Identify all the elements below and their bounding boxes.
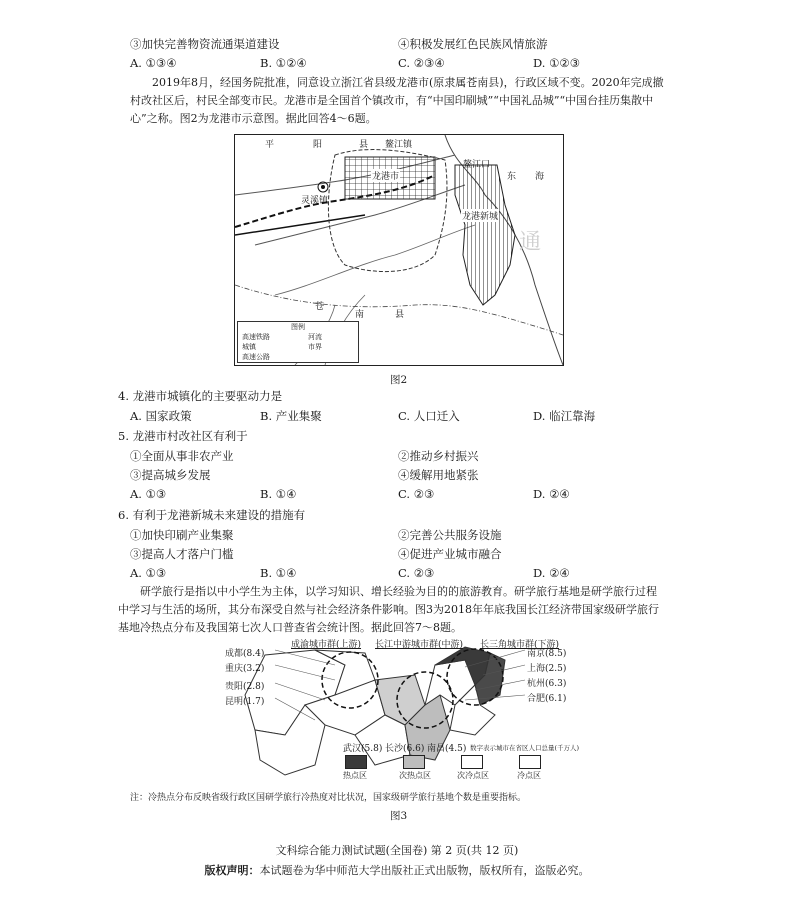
q6-item-2: ②完善公共服务设施 bbox=[398, 528, 502, 542]
q4-option-a: A. 国家政策 bbox=[130, 409, 192, 423]
copyright-label: 版权声明： bbox=[204, 864, 260, 877]
map-label-longgang-city: 龙港市 bbox=[371, 169, 400, 182]
q5-item-1: ①全面从事非农产业 bbox=[130, 449, 234, 463]
q5-stem: 5. 龙港市村改社区有利于 bbox=[118, 429, 248, 443]
answer-b: B. ①②④ bbox=[260, 56, 307, 70]
legend-item-highway: 高速公路 bbox=[242, 353, 270, 361]
q6-option-a: A. ①③ bbox=[130, 566, 167, 580]
legend-swatch-hot bbox=[345, 755, 367, 769]
page-footer: 文科综合能力测试试题(全国卷) 第 2 页(共 12 页) bbox=[275, 844, 519, 857]
q6-item-4: ④促进产业城市融合 bbox=[398, 547, 502, 561]
q5-item-3: ③提高城乡发展 bbox=[130, 468, 211, 482]
map-label-xian1: 县 bbox=[359, 140, 369, 150]
map-label-lingxi: 灵溪镇 bbox=[301, 196, 329, 206]
map-label-aojiang-town: 鳌江镇 bbox=[385, 140, 413, 150]
legend-item-town: 城镇 bbox=[242, 343, 256, 351]
q5-option-c: C. ②③ bbox=[398, 487, 435, 501]
fig3-note: 注：冷热点分布反映省级行政区国研学旅行冷热度对比状况，国家级研学旅行基地个数是重要指标。 bbox=[130, 793, 527, 803]
map-label-yang: 阳 bbox=[313, 140, 323, 150]
q5-item-4: ④缓解用地紧张 bbox=[398, 468, 479, 482]
city-shanghai: 上海(2.5) bbox=[527, 664, 567, 674]
legend-label-subcold: 次冷点区 bbox=[457, 771, 489, 780]
copyright-line bbox=[0, 862, 794, 878]
legend-label-cold: 冷点区 bbox=[517, 771, 541, 780]
city-wuhan: 武汉(5.8) bbox=[343, 744, 383, 754]
legend-item-rail: 高速铁路 bbox=[242, 333, 270, 341]
answer-a: A. ①③④ bbox=[130, 56, 177, 70]
city-nanjing: 南京(8.5) bbox=[527, 649, 567, 659]
region-label-middle: 长江中游城市群(中游) bbox=[375, 640, 464, 650]
map-label-nan: 南 bbox=[355, 310, 365, 320]
figure-2-caption: 图2 bbox=[390, 374, 408, 386]
legend-item-river: 河流 bbox=[308, 333, 322, 341]
map-label-ping: 平 bbox=[265, 140, 275, 150]
q6-item-3: ③提高人才落户门槛 bbox=[130, 547, 234, 561]
map-label-aojiang-river: 鳌江口 bbox=[463, 160, 491, 170]
option-4: ④积极发展红色民族风情旅游 bbox=[398, 37, 548, 51]
intro-paragraph: 2019年8月，经国务院批准，同意设立浙江省县级龙港市(原隶属苍南县)，行政区域不变。2020年完成撤村改社区后，村民全部变市民。龙港市是全国首个镇改市，有“中国印刷城”“中国礼品城”“中国台挂历集散中心”之称。图2为龙港市示意图。据此回答4～6题。 bbox=[130, 76, 664, 125]
legend-item-boundary: 市界 bbox=[308, 343, 322, 351]
map-legend bbox=[237, 321, 359, 363]
q4-stem: 4. 龙港市城镇化的主要驱动力是 bbox=[118, 389, 283, 403]
copyright-text: 本试题卷为华中师范大学出版社正式出版物，版权所有，盗版必究。 bbox=[259, 864, 590, 877]
city-kunming: 昆明(1.7) bbox=[225, 697, 265, 707]
unit-note: 数字表示城市在省区人口总量(千万人) bbox=[470, 744, 580, 752]
q5-option-d: D. ②④ bbox=[533, 487, 570, 501]
city-hefei: 合肥(6.1) bbox=[527, 694, 567, 704]
city-nanchang: 南昌(4.5) bbox=[427, 744, 467, 754]
legend-swatch-subhot bbox=[403, 755, 425, 769]
region-label-chengyu: 成渝城市群(上游) bbox=[291, 640, 362, 650]
figure-3-caption: 图3 bbox=[390, 810, 408, 822]
fig3-legend bbox=[345, 755, 585, 783]
q6-option-d: D. ②④ bbox=[533, 566, 570, 580]
q6-item-1: ①加快印刷产业集聚 bbox=[130, 528, 234, 542]
yangtze-map bbox=[225, 635, 600, 785]
q4-option-b: B. 产业集聚 bbox=[260, 409, 322, 423]
city-guiyang: 贵阳(2.8) bbox=[225, 682, 265, 692]
option-3: ③加快完善物资流通渠道建设 bbox=[130, 37, 280, 51]
study-intro-paragraph: 研学旅行是指以中小学生为主体，以学习知识、增长经验为目的的旅游教育。研学旅行基地是研学旅行过程中学习与生活的场所，其分布深受自然与社会经济条件影响。图3为2018年年底我国长江经济带国家级研学旅行基地冷热点分布及我国第七次人口普查省会统计图。据此回答7～8题。 bbox=[118, 585, 659, 634]
q6-option-b: B. ①④ bbox=[260, 566, 297, 580]
answer-c: C. ②③④ bbox=[398, 56, 445, 70]
region-label-delta: 长三角城市群(下游) bbox=[480, 640, 560, 650]
city-changsha: 长沙(6.6) bbox=[385, 744, 425, 754]
longgang-map bbox=[234, 134, 564, 366]
q4-option-d: D. 临江靠海 bbox=[533, 409, 596, 423]
q5-item-2: ②推动乡村振兴 bbox=[398, 449, 479, 463]
q6-option-c: C. ②③ bbox=[398, 566, 435, 580]
legend-title: 图例 bbox=[291, 323, 305, 331]
city-hangzhou: 杭州(6.3) bbox=[527, 679, 567, 689]
q5-option-a: A. ①③ bbox=[130, 487, 167, 501]
legend-swatch-subcold bbox=[461, 755, 483, 769]
legend-label-subhot: 次热点区 bbox=[399, 771, 431, 780]
map-label-xian2: 县 bbox=[395, 310, 405, 320]
q4-option-c: C. 人口迁入 bbox=[398, 409, 460, 423]
map-label-hai: 海 bbox=[535, 172, 545, 182]
watermark: 通 bbox=[519, 230, 542, 255]
q5-option-b: B. ①④ bbox=[260, 487, 297, 501]
legend-label-hot: 热点区 bbox=[343, 771, 367, 780]
q6-stem: 6. 有利于龙港新城未来建设的措施有 bbox=[118, 508, 306, 522]
answer-d: D. ①②③ bbox=[533, 56, 581, 70]
map-label-dong: 东 bbox=[507, 172, 517, 182]
city-chongqing: 重庆(3.2) bbox=[225, 664, 265, 674]
map-label-new-town: 龙港新城 bbox=[461, 209, 499, 222]
city-chengdu: 成都(8.4) bbox=[225, 649, 265, 659]
map-label-cang: 苍 bbox=[315, 302, 325, 312]
legend-swatch-cold bbox=[519, 755, 541, 769]
